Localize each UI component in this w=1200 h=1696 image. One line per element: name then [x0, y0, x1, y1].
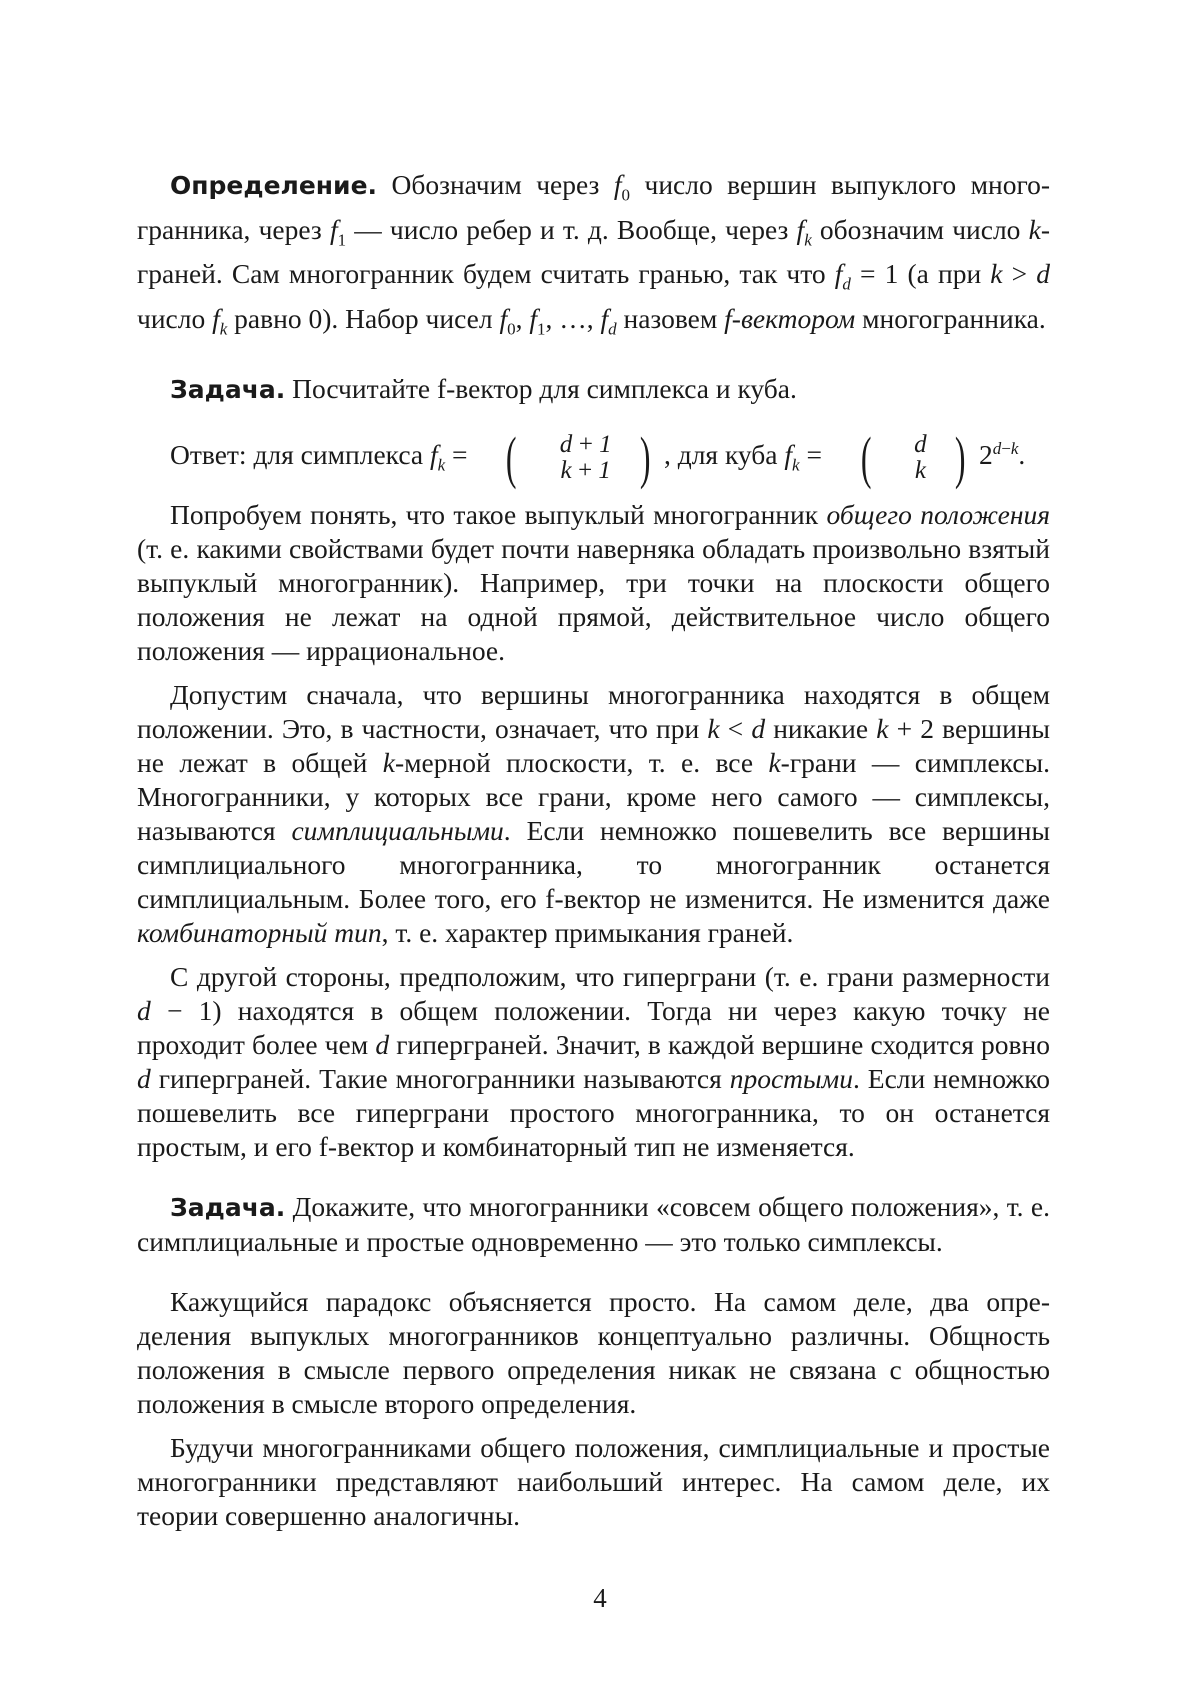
task-2-heading: Задача. [170, 1192, 286, 1222]
task-1: Задача. Посчитайте f-вектор для симплекса и куба. [170, 373, 797, 404]
definition-heading: Определение. [170, 171, 378, 200]
paragraph-hyperfaces: С другой стороны, предположим, что гиперграни (т. е. грани размерности d − 1) находятся в общем положении. Тогда ни через какую точку не проходит более чем d гиперграней. Значит, в каждой вершине сходится ровно d гиперграней. Такие многогранники называются простыми. Если немножко пошевелить все гиперграни простого многогранника, то он останется простым, и его f-вектор и комбинаторный тип не изменяется. [137, 960, 1051, 1162]
binomial-simplex: ( d + 1 k + 1 ) [506, 424, 651, 490]
binomial-cube: ( d k ) [860, 424, 966, 490]
term-combinatorial-type: комбинаторный тип [137, 916, 382, 948]
task-1-heading: Задача. [170, 375, 286, 404]
term-general-position: общего положения [826, 498, 1051, 530]
task-2: Задача. Докажите, что многогранники «совсем общего положения», т. е. симплициальные и простые одновременно — это только симплексы. [137, 1190, 1050, 1257]
paragraph-general-position: Попробуем понять, что такое выпуклый многогранник общего положения (т. е. какими свойствами будет почти наверняка обладать произвольно взятый выпуклый многогранник). Например, три точки на плоскости общего положения не лежат на одной прямой, действительное число общего положения — иррациональное. [137, 498, 1051, 666]
term-f-vector: f-вектором [724, 302, 856, 334]
paragraph-paradox: Кажущийся парадокс объясняется просто. На самом деле, два определения выпуклых многогранников концептуально различны. Общность положения в смысле первого определения никак не связана с общностью положения в смысле второго определения. [137, 1285, 1050, 1419]
term-simplicial: симплициальными [291, 814, 504, 846]
term-simple: простыми [729, 1062, 853, 1094]
page-body [137, 168, 1050, 1533]
paragraph-conclusion: Будучи многогранниками общего положения, симплициальные и простые многогранники представляют наибольший интерес. На самом деле, их теории совершенно аналогичны. [137, 1431, 1050, 1531]
page-number: 4 [593, 1583, 607, 1613]
answer-line: Ответ: для симплекса $f_k$ = ( d + 1 k + 1 ) , для куба $f_k$ = ( d k ) $2^{d-k}$. [170, 424, 1026, 490]
definition-paragraph: Определение. Обозначим через $f_0$ число вершин выпуклого многогранника, через $f_1$ — число ребер и т. д. Вообще, через $f_k$ обозначим число k-граней. Сам многогранник будем считать гранью, так что $f_d = 1$ (а при k > d число $f_k$ равно 0). Набор чисел $f_0$, $f_1$, …, $f_d$ назовем f-вектором многогранника. [137, 169, 1050, 338]
paragraph-vertices: Допустим сначала, что вершины многогранника находятся в общем положении. Это, в частности, означает, что при k < d никакие k + 2 вершины не лежат в общей k-мерной плоскости, т. е. все k-грани — симплексы. Многогранники, у которых все грани, кроме него самого — симплексы, называются симплициальными. Если немножко пошевелить все вершины симплициального многогранника, то многогранник останется симплициальным. Более того, его f-вектор не изменится. Не изменится даже комбинаторный тип, т. е. характер примыкания граней. [137, 678, 1051, 948]
